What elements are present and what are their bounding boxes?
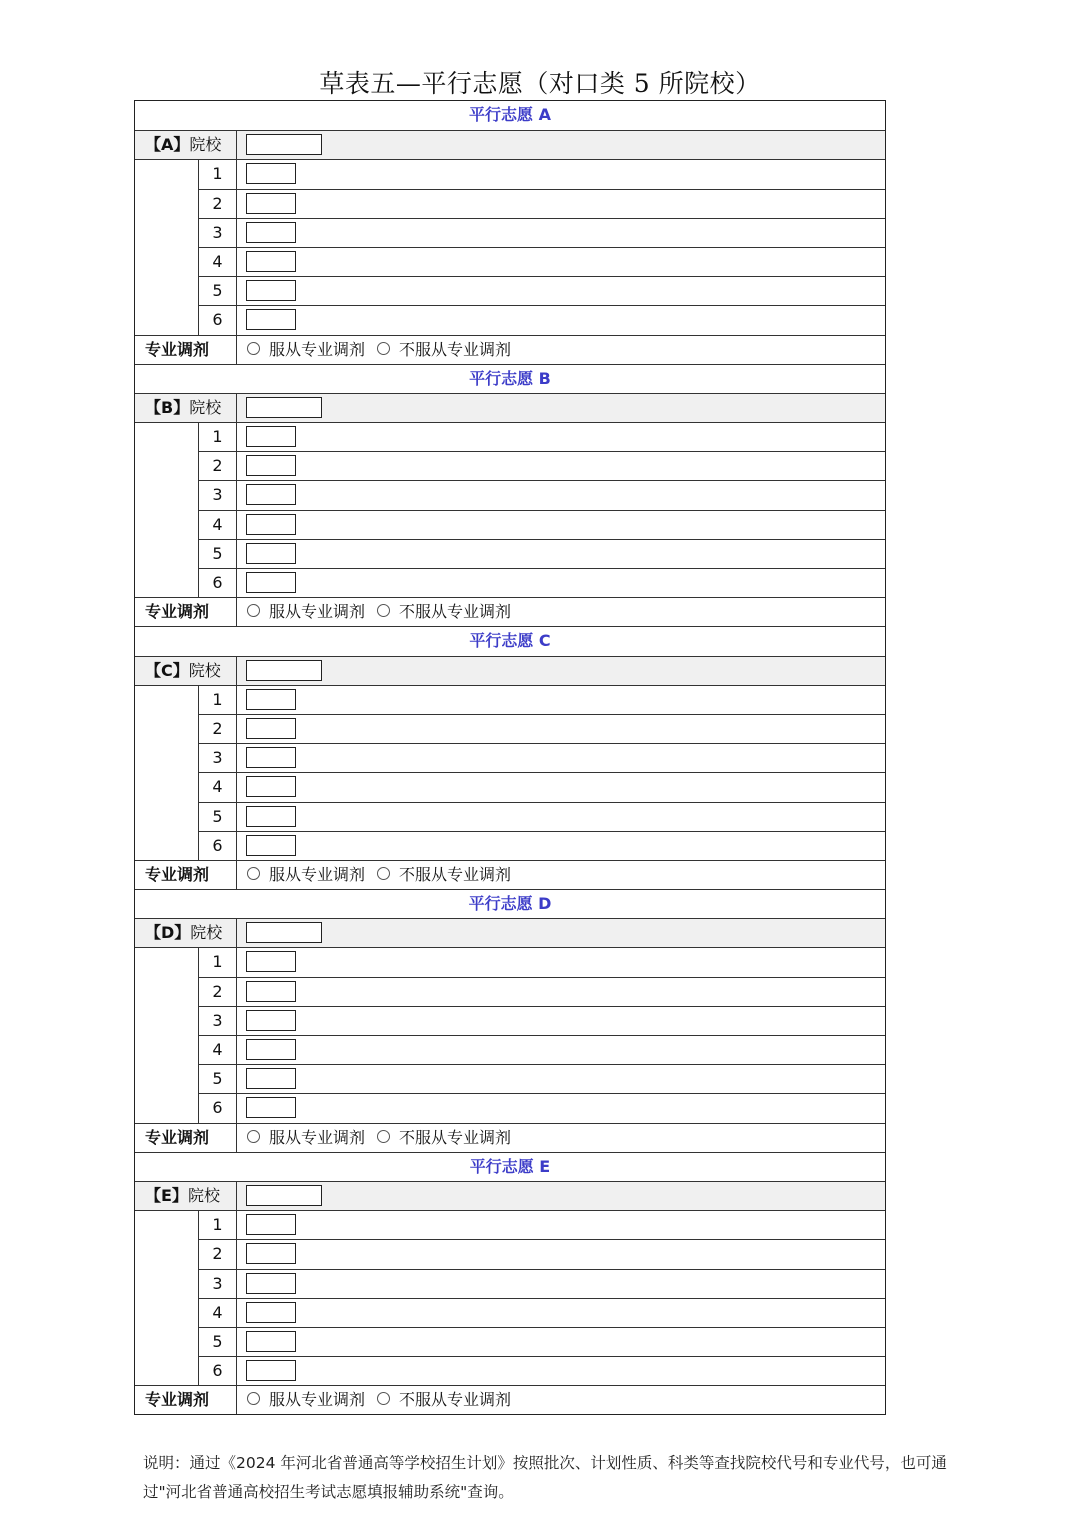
- major-row: [135, 772, 885, 801]
- radio-icon[interactable]: [377, 1130, 390, 1143]
- school-row-a: [135, 130, 885, 159]
- group-header-d: [135, 889, 885, 918]
- merged-cell-mask: [135, 510, 198, 511]
- merged-cell-mask: [135, 218, 198, 219]
- school-code-input[interactable]: [246, 397, 322, 418]
- spacer-cell: [135, 452, 198, 480]
- major-code-input[interactable]: [246, 251, 296, 272]
- spacer-cell: [135, 803, 198, 831]
- merged-cell-mask: [135, 247, 198, 248]
- spacer-cell: [135, 569, 198, 597]
- option-label: 不服从专业调剂: [399, 1390, 512, 1410]
- major-number: 6: [198, 569, 237, 597]
- major-row: [135, 947, 885, 976]
- major-field: [237, 423, 885, 451]
- merged-cell-mask: [135, 276, 198, 277]
- decline-adjust-option[interactable]: [377, 1386, 511, 1414]
- school-letter: 【D】: [145, 923, 191, 943]
- major-number: 6: [198, 1357, 237, 1385]
- major-field: [237, 306, 885, 334]
- major-number: 4: [198, 511, 237, 539]
- major-field: [237, 1211, 885, 1239]
- spacer-cell: [135, 1007, 198, 1035]
- spacer-cell: [135, 773, 198, 801]
- merged-cell-mask: [135, 1298, 198, 1299]
- major-row: [135, 159, 885, 188]
- major-field: [237, 1328, 885, 1356]
- spacer-cell: [135, 1328, 198, 1356]
- merged-cell-mask: [135, 831, 198, 832]
- school-code-input[interactable]: [246, 134, 322, 155]
- major-code-input[interactable]: [246, 1302, 296, 1323]
- major-code-input[interactable]: [246, 1243, 296, 1264]
- major-number: 4: [198, 1299, 237, 1327]
- major-row: [135, 1269, 885, 1298]
- merged-cell-mask: [135, 1356, 198, 1357]
- major-number: 3: [198, 481, 237, 509]
- spacer-cell: [135, 1211, 198, 1239]
- major-number: 3: [198, 1007, 237, 1035]
- adjust-label: 专业调剂: [135, 1124, 237, 1152]
- school-label-text: 院校: [189, 135, 222, 155]
- option-label: 服从专业调剂: [269, 864, 366, 884]
- option-label: 不服从专业调剂: [399, 864, 512, 884]
- major-row: [135, 685, 885, 714]
- school-label-text: 院校: [190, 923, 223, 943]
- spacer-cell: [135, 160, 198, 188]
- major-row: [135, 539, 885, 568]
- major-code-input[interactable]: [246, 1068, 296, 1089]
- group-title-a: 平行志愿 A: [469, 105, 551, 124]
- option-label: 不服从专业调剂: [399, 1127, 512, 1147]
- adjust-radio-group: [247, 336, 523, 364]
- adjust-radio-group: [247, 1124, 523, 1152]
- spacer-cell: [135, 190, 198, 218]
- spacer-cell: [135, 832, 198, 860]
- adjust-radio-group: [247, 598, 523, 626]
- school-label: [135, 657, 237, 685]
- major-field: [237, 248, 885, 276]
- major-number: 1: [198, 423, 237, 451]
- major-field: [237, 773, 885, 801]
- major-field: [237, 686, 885, 714]
- major-number: 5: [198, 540, 237, 568]
- major-number: 2: [198, 715, 237, 743]
- option-label: 服从专业调剂: [269, 1127, 366, 1147]
- accept-adjust-option[interactable]: [247, 861, 365, 889]
- radio-icon[interactable]: [247, 867, 260, 880]
- adjust-radio-group: [247, 861, 523, 889]
- radio-icon[interactable]: [377, 1392, 390, 1405]
- spacer-cell: [135, 1357, 198, 1385]
- major-row: [135, 568, 885, 597]
- spacer-cell: [135, 744, 198, 772]
- major-number: 5: [198, 803, 237, 831]
- major-code-input[interactable]: [246, 426, 296, 447]
- major-code-input[interactable]: [246, 981, 296, 1002]
- major-number: 3: [198, 744, 237, 772]
- major-code-input[interactable]: [246, 1039, 296, 1060]
- spacer-cell: [135, 978, 198, 1006]
- major-code-input[interactable]: [246, 1273, 296, 1294]
- major-number: 1: [198, 160, 237, 188]
- merged-cell-mask: [135, 1064, 198, 1065]
- major-code-input[interactable]: [246, 193, 296, 214]
- major-code-input[interactable]: [246, 689, 296, 710]
- school-label-text: 院校: [188, 660, 221, 680]
- major-field: [237, 481, 885, 509]
- spacer-cell: [135, 423, 198, 451]
- major-row: [135, 831, 885, 860]
- major-number: 5: [198, 1065, 237, 1093]
- major-field: [237, 715, 885, 743]
- option-label: 不服从专业调剂: [399, 602, 512, 622]
- school-letter: 【C】: [145, 660, 189, 680]
- major-number: 1: [198, 686, 237, 714]
- major-code-input[interactable]: [246, 543, 296, 564]
- school-letter: 【E】: [145, 1185, 188, 1205]
- major-row: [135, 1006, 885, 1035]
- major-field: [237, 1270, 885, 1298]
- school-label: [135, 394, 237, 422]
- adjust-options: [237, 336, 885, 364]
- merged-cell-mask: [135, 1327, 198, 1328]
- group-header-a: [135, 101, 885, 130]
- major-code-input[interactable]: [246, 835, 296, 856]
- spacer-cell: [135, 1094, 198, 1122]
- spacer-cell: [135, 511, 198, 539]
- major-row: [135, 714, 885, 743]
- adjust-row-a: [135, 335, 885, 364]
- major-row: [135, 247, 885, 276]
- spacer-cell: [135, 715, 198, 743]
- major-number: 6: [198, 1094, 237, 1122]
- merged-cell-mask: [135, 714, 198, 715]
- major-number: 5: [198, 1328, 237, 1356]
- school-code-input[interactable]: [246, 1185, 322, 1206]
- major-row: [135, 1356, 885, 1385]
- spacer-cell: [135, 1065, 198, 1093]
- major-code-input[interactable]: [246, 280, 296, 301]
- group-header-c: [135, 626, 885, 655]
- major-field: [237, 1065, 885, 1093]
- major-number: 3: [198, 1270, 237, 1298]
- major-field: [237, 190, 885, 218]
- decline-adjust-option[interactable]: [377, 598, 511, 626]
- major-row: [135, 1298, 885, 1327]
- major-row: [135, 1093, 885, 1122]
- radio-icon[interactable]: [247, 604, 260, 617]
- major-field: [237, 1007, 885, 1035]
- group-header-e: [135, 1152, 885, 1181]
- merged-cell-mask: [135, 977, 198, 978]
- decline-adjust-option[interactable]: [377, 336, 511, 364]
- major-row: [135, 743, 885, 772]
- major-code-input[interactable]: [246, 1010, 296, 1031]
- major-row: [135, 305, 885, 334]
- accept-adjust-option[interactable]: [247, 336, 365, 364]
- school-field: [237, 1182, 885, 1210]
- school-code-input[interactable]: [246, 922, 322, 943]
- major-number: 5: [198, 277, 237, 305]
- spacer-cell: [135, 1240, 198, 1268]
- major-field: [237, 452, 885, 480]
- major-field: [237, 540, 885, 568]
- adjust-options: [237, 1386, 885, 1414]
- option-label: 服从专业调剂: [269, 339, 366, 359]
- major-code-input[interactable]: [246, 1360, 296, 1381]
- merged-cell-mask: [135, 772, 198, 773]
- major-field: [237, 978, 885, 1006]
- radio-icon[interactable]: [247, 342, 260, 355]
- major-row: [135, 451, 885, 480]
- adjust-row-b: [135, 597, 885, 626]
- school-letter: 【A】: [145, 135, 190, 155]
- school-field: [237, 657, 885, 685]
- major-field: [237, 803, 885, 831]
- group-title-b: 平行志愿 B: [469, 368, 551, 388]
- major-field: [237, 744, 885, 772]
- radio-icon[interactable]: [377, 867, 390, 880]
- accept-adjust-option[interactable]: [247, 1386, 365, 1414]
- school-letter: 【B】: [145, 397, 190, 417]
- major-number: 4: [198, 1036, 237, 1064]
- school-label-text: 院校: [187, 1185, 220, 1205]
- adjust-row-e: [135, 1385, 885, 1414]
- decline-adjust-option[interactable]: [377, 861, 511, 889]
- decline-adjust-option[interactable]: [377, 1124, 511, 1152]
- school-row-d: [135, 918, 885, 947]
- school-field: [237, 131, 885, 159]
- school-label-text: 院校: [189, 397, 222, 417]
- spacer-cell: [135, 686, 198, 714]
- major-number: 2: [198, 452, 237, 480]
- major-row: [135, 977, 885, 1006]
- major-number: 4: [198, 773, 237, 801]
- adjust-row-d: [135, 1123, 885, 1152]
- spacer-cell: [135, 948, 198, 976]
- page-title: 草表五—平行志愿（对口类 5 所院校）: [319, 69, 761, 98]
- adjust-options: [237, 1124, 885, 1152]
- major-row: [135, 1064, 885, 1093]
- merged-cell-mask: [135, 539, 198, 540]
- major-code-input[interactable]: [246, 1214, 296, 1235]
- merged-cell-mask: [135, 451, 198, 452]
- option-label: 服从专业调剂: [269, 1390, 366, 1410]
- major-row: [135, 276, 885, 305]
- major-number: 3: [198, 219, 237, 247]
- school-row-c: [135, 656, 885, 685]
- major-number: 2: [198, 1240, 237, 1268]
- major-row: [135, 802, 885, 831]
- spacer-cell: [135, 1036, 198, 1064]
- merged-cell-mask: [135, 1239, 198, 1240]
- instructions-note: 说明：通过《2024 年河北省普通高等学校招生计划》按照批次、计划性质、科类等查找院校代号和专业代号，也可通过"河北省普通高校招生考试志愿填报辅助系统"查询。: [143, 1454, 947, 1501]
- school-label: [135, 919, 237, 947]
- major-row: [135, 189, 885, 218]
- major-code-input[interactable]: [246, 572, 296, 593]
- major-field: [237, 1240, 885, 1268]
- merged-cell-mask: [135, 802, 198, 803]
- merged-cell-mask: [135, 189, 198, 190]
- major-field: [237, 948, 885, 976]
- merged-cell-mask: [135, 1093, 198, 1094]
- adjust-row-c: [135, 860, 885, 889]
- major-code-input[interactable]: [246, 1331, 296, 1352]
- radio-icon[interactable]: [377, 604, 390, 617]
- major-field: [237, 569, 885, 597]
- major-row: [135, 1239, 885, 1268]
- major-row: [135, 480, 885, 509]
- radio-icon[interactable]: [247, 1392, 260, 1405]
- merged-cell-mask: [135, 1006, 198, 1007]
- merged-cell-mask: [135, 568, 198, 569]
- adjust-options: [237, 598, 885, 626]
- school-label: [135, 131, 237, 159]
- group-title-d: 平行志愿 D: [468, 894, 552, 914]
- spacer-cell: [135, 1270, 198, 1298]
- major-code-input[interactable]: [246, 514, 296, 535]
- major-number: 6: [198, 306, 237, 334]
- spacer-cell: [135, 306, 198, 334]
- school-field: [237, 919, 885, 947]
- major-number: 2: [198, 190, 237, 218]
- spacer-cell: [135, 219, 198, 247]
- radio-icon[interactable]: [377, 342, 390, 355]
- major-row: [135, 1035, 885, 1064]
- adjust-label: 专业调剂: [135, 336, 237, 364]
- major-code-input[interactable]: [246, 951, 296, 972]
- option-label: 不服从专业调剂: [399, 339, 512, 359]
- adjust-label: 专业调剂: [135, 861, 237, 889]
- major-field: [237, 277, 885, 305]
- major-code-input[interactable]: [246, 776, 296, 797]
- option-label: 服从专业调剂: [269, 602, 366, 622]
- major-number: 1: [198, 1211, 237, 1239]
- adjust-options: [237, 861, 885, 889]
- major-code-input[interactable]: [246, 222, 296, 243]
- major-code-input[interactable]: [246, 309, 296, 330]
- group-title-c: 平行志愿 C: [469, 631, 551, 651]
- merged-cell-mask: [135, 1269, 198, 1270]
- major-row: [135, 218, 885, 247]
- merged-cell-mask: [135, 480, 198, 481]
- major-code-input[interactable]: [246, 806, 296, 827]
- merged-cell-mask: [135, 1035, 198, 1036]
- major-field: [237, 1357, 885, 1385]
- major-field: [237, 1036, 885, 1064]
- major-number: 6: [198, 832, 237, 860]
- major-field: [237, 511, 885, 539]
- major-code-input[interactable]: [246, 484, 296, 505]
- major-field: [237, 832, 885, 860]
- major-code-input[interactable]: [246, 455, 296, 476]
- major-row: [135, 510, 885, 539]
- spacer-cell: [135, 540, 198, 568]
- accept-adjust-option[interactable]: [247, 598, 365, 626]
- major-field: [237, 160, 885, 188]
- major-code-input[interactable]: [246, 747, 296, 768]
- adjust-radio-group: [247, 1386, 523, 1414]
- school-label: [135, 1182, 237, 1210]
- major-code-input[interactable]: [246, 163, 296, 184]
- group-header-b: [135, 364, 885, 393]
- major-row: [135, 1210, 885, 1239]
- major-number: 1: [198, 948, 237, 976]
- school-row-e: [135, 1181, 885, 1210]
- group-title-e: 平行志愿 E: [469, 1156, 551, 1176]
- adjust-label: 专业调剂: [135, 1386, 237, 1414]
- radio-icon[interactable]: [247, 1130, 260, 1143]
- merged-cell-mask: [135, 305, 198, 306]
- major-code-input[interactable]: [246, 1097, 296, 1118]
- school-code-input[interactable]: [246, 660, 322, 681]
- merged-cell-mask: [135, 743, 198, 744]
- major-number: 4: [198, 248, 237, 276]
- spacer-cell: [135, 248, 198, 276]
- major-code-input[interactable]: [246, 718, 296, 739]
- school-field: [237, 394, 885, 422]
- major-row: [135, 422, 885, 451]
- accept-adjust-option[interactable]: [247, 1124, 365, 1152]
- major-field: [237, 1094, 885, 1122]
- major-row: [135, 1327, 885, 1356]
- spacer-cell: [135, 481, 198, 509]
- volunteer-form: [134, 100, 886, 1415]
- spacer-cell: [135, 1299, 198, 1327]
- school-row-b: [135, 393, 885, 422]
- adjust-label: 专业调剂: [135, 598, 237, 626]
- major-field: [237, 1299, 885, 1327]
- spacer-cell: [135, 277, 198, 305]
- major-number: 2: [198, 978, 237, 1006]
- major-field: [237, 219, 885, 247]
